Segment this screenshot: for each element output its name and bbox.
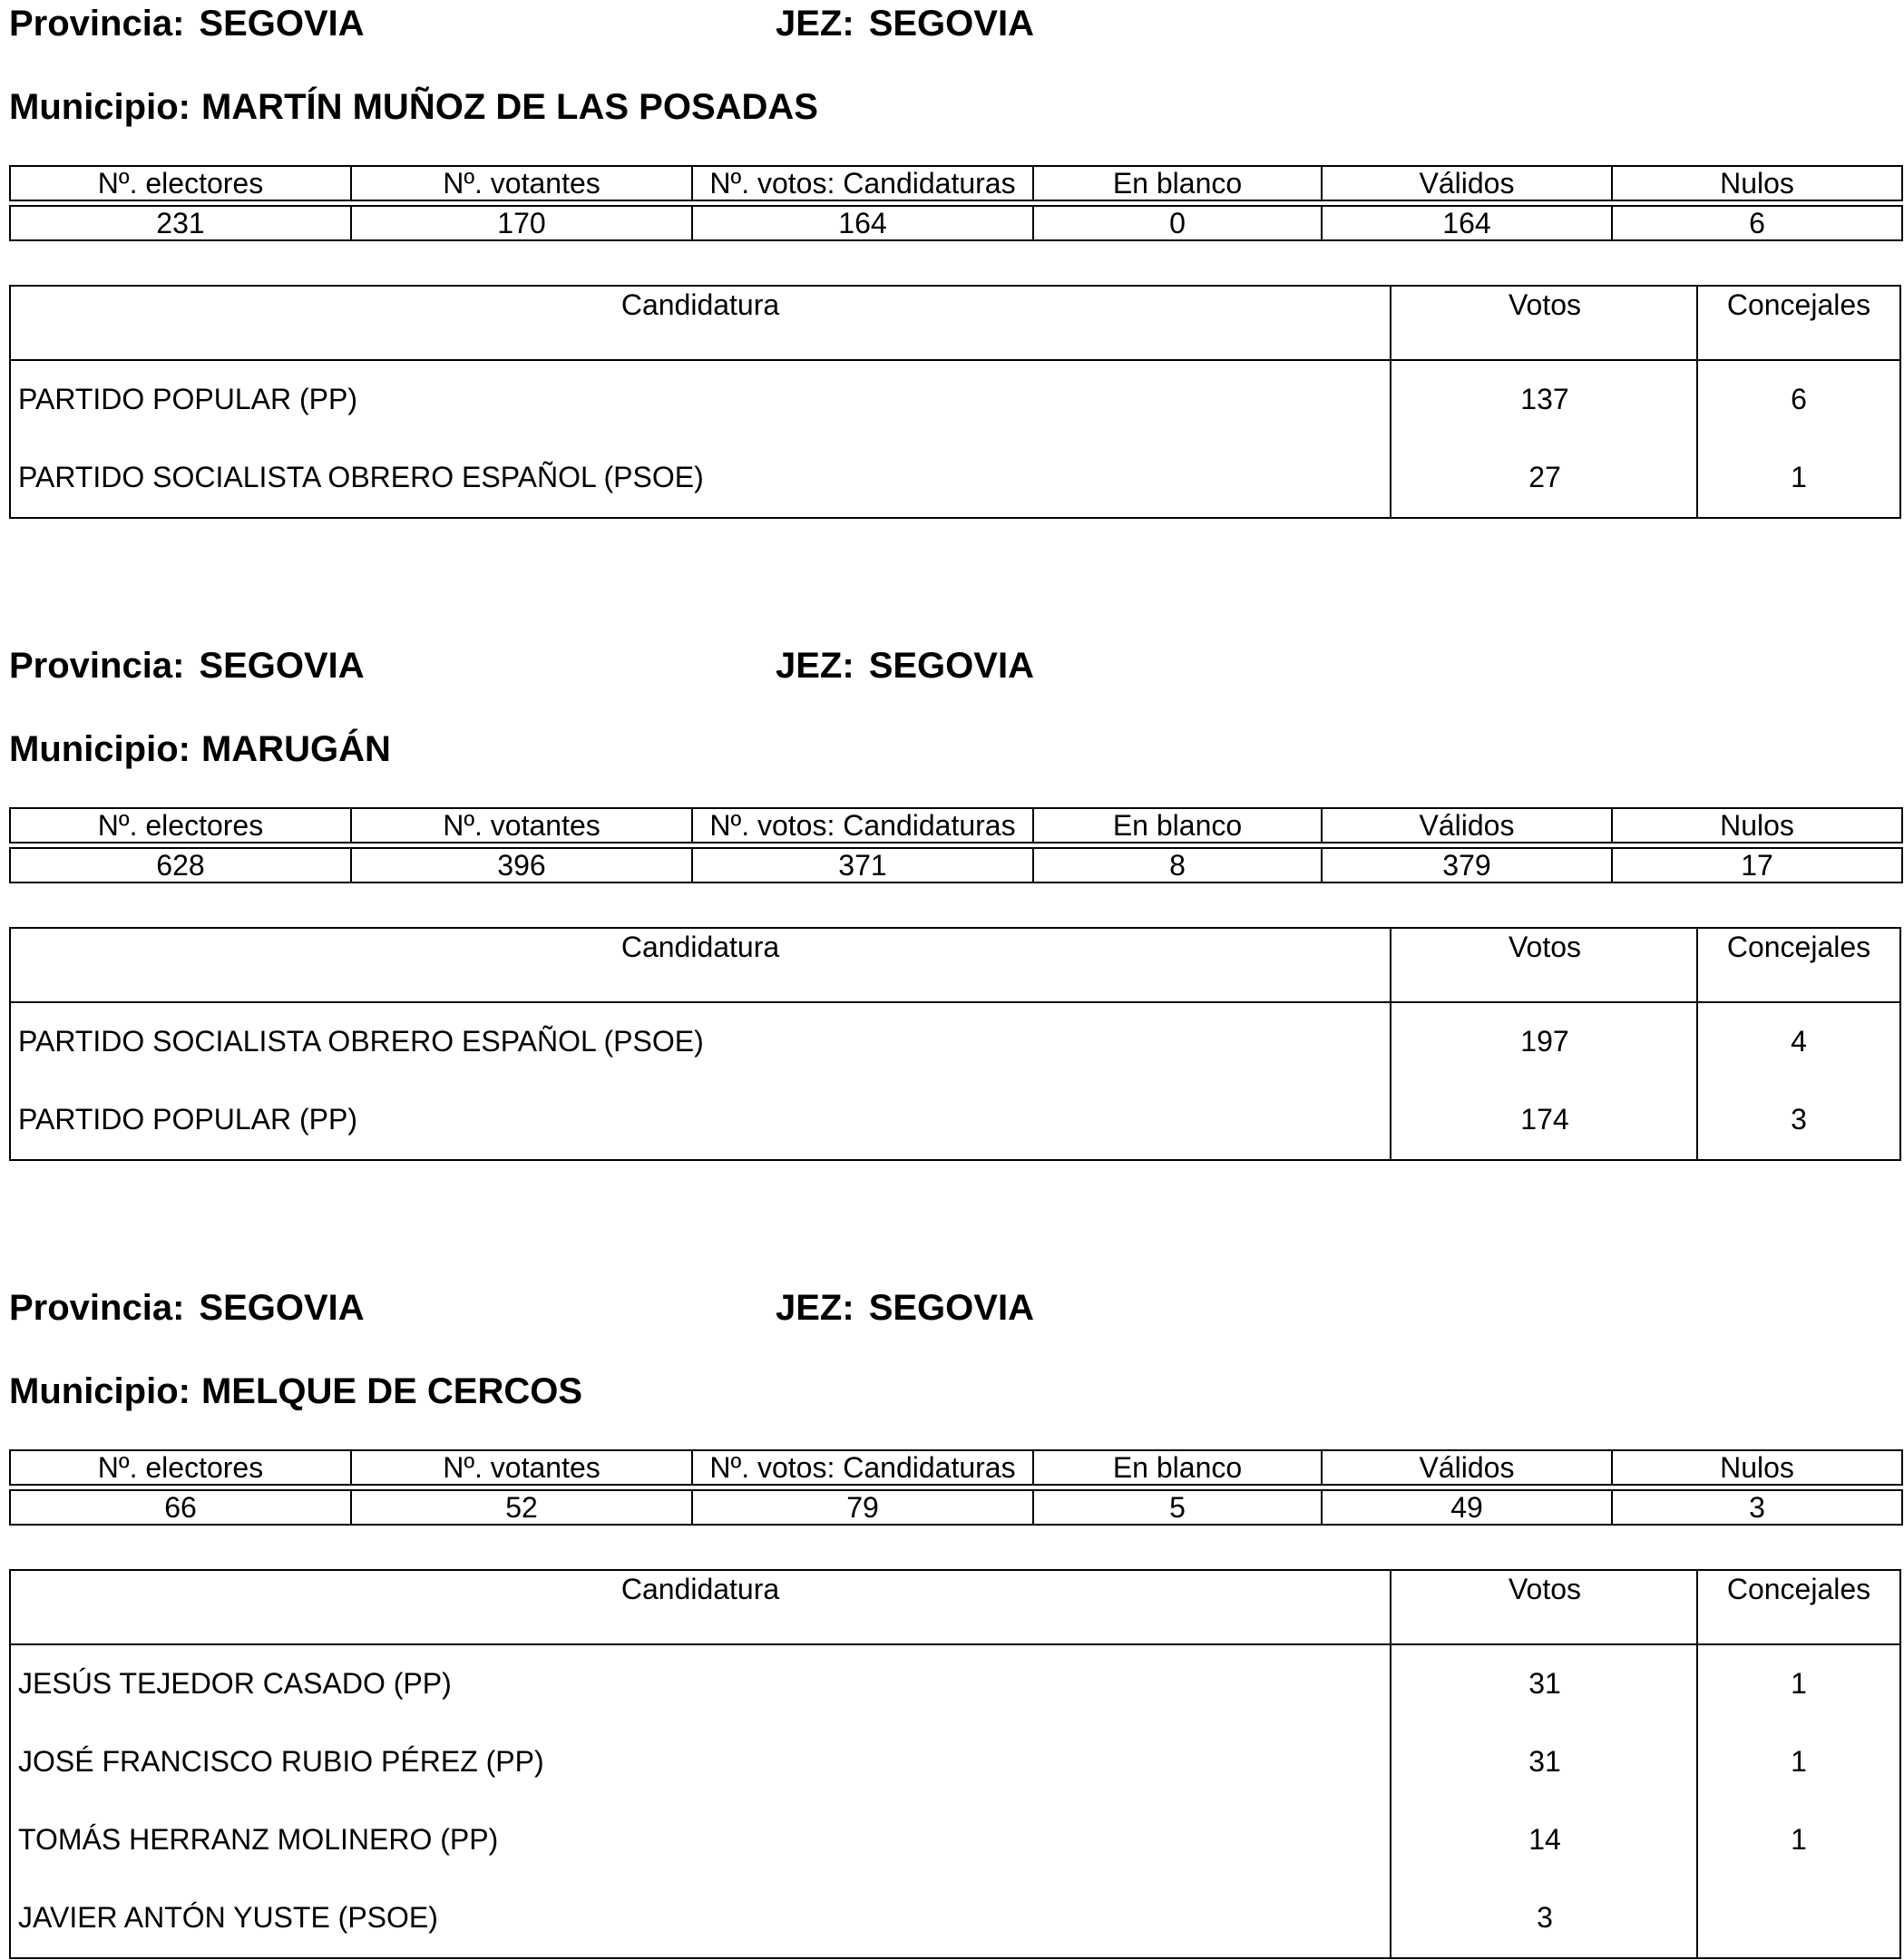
- summary-header-cell: Nulos: [1612, 1450, 1902, 1485]
- candidate-votes: 137: [1520, 383, 1569, 415]
- jez-heading: [776, 2, 1034, 45]
- summary-value-cell: 6: [1612, 206, 1902, 240]
- summary-header-cell: Nulos: [1612, 166, 1902, 200]
- summary-header-cell: Nº. votantes: [351, 1450, 692, 1485]
- summary-table: [9, 807, 1903, 843]
- summary-header-cell: En blanco: [1033, 166, 1322, 200]
- provincia-label: Provincia:: [9, 1288, 185, 1328]
- municipio-value: MARTÍN MUÑOZ DE LAS POSADAS: [200, 87, 818, 127]
- summary-value-cell: 49: [1322, 1490, 1612, 1525]
- jez-heading: [776, 1286, 1034, 1330]
- candidate-votes: 197: [1520, 1025, 1569, 1058]
- jez-heading: [776, 644, 1034, 687]
- summary-table: [9, 1449, 1903, 1486]
- table-row: [11, 1723, 1899, 1801]
- candidate-votes: 174: [1520, 1103, 1569, 1136]
- summary-value-cell: 5: [1033, 1490, 1322, 1525]
- summary-header-cell: Nº. electores: [10, 1450, 351, 1485]
- candidatura-table: [9, 1569, 1901, 1959]
- summary-value-row: [10, 206, 1902, 240]
- candidatura-table: [9, 927, 1901, 1161]
- candidatura-header-row: [11, 287, 1899, 361]
- candidate-name: JOSÉ FRANCISCO RUBIO PÉREZ (PP): [18, 1745, 544, 1778]
- summary-header-row: [10, 1450, 1902, 1485]
- provincia-heading: [9, 1286, 365, 1330]
- provincia-heading: [9, 644, 365, 687]
- table-row: [11, 1003, 1899, 1081]
- summary-header-cell: Nº. electores: [10, 166, 351, 200]
- summary-header-cell: Nº. votos: Candidaturas: [692, 166, 1033, 200]
- table-row: [11, 1081, 1899, 1159]
- municipio-value: MARUGÁN: [200, 729, 391, 769]
- candidatura-table: [9, 285, 1901, 519]
- summary-header-cell: Nº. votantes: [351, 166, 692, 200]
- summary-value-cell: 66: [10, 1490, 351, 1525]
- municipio-heading: [9, 1370, 582, 1413]
- jez-value: SEGOVIA: [868, 1288, 1034, 1328]
- jez-label: JEZ:: [776, 646, 854, 686]
- provincia-value: SEGOVIA: [199, 646, 365, 686]
- candidate-name: PARTIDO SOCIALISTA OBRERO ESPAÑOL (PSOE): [18, 461, 704, 493]
- summary-value-cell: 170: [351, 206, 692, 240]
- municipio-label: Municipio:: [9, 87, 190, 127]
- candidate-name: JAVIER ANTÓN YUSTE (PSOE): [18, 1901, 438, 1934]
- candidate-name: PARTIDO SOCIALISTA OBRERO ESPAÑOL (PSOE): [18, 1025, 704, 1058]
- table-row: [11, 439, 1899, 517]
- summary-value-row: [10, 848, 1902, 882]
- candidate-seats: 1: [1791, 1745, 1807, 1778]
- summary-value-cell: 628: [10, 848, 351, 882]
- candidatura-header: Candidatura: [620, 1573, 780, 1605]
- summary-value-cell: 164: [692, 206, 1033, 240]
- summary-header-cell: Nº. votantes: [351, 808, 692, 843]
- candidate-seats: 6: [1791, 383, 1807, 415]
- candidate-name: PARTIDO POPULAR (PP): [18, 383, 357, 415]
- summary-header-cell: En blanco: [1033, 1450, 1322, 1485]
- jez-label: JEZ:: [776, 1288, 854, 1328]
- jez-value: SEGOVIA: [868, 4, 1034, 44]
- jez-value: SEGOVIA: [868, 646, 1034, 686]
- candidate-name: TOMÁS HERRANZ MOLINERO (PP): [18, 1823, 499, 1856]
- summary-value-cell: 52: [351, 1490, 692, 1525]
- candidatura-header-row: [11, 929, 1899, 1003]
- summary-value-cell: 17: [1612, 848, 1902, 882]
- summary-table: [9, 165, 1903, 201]
- candidate-seats: 1: [1791, 1823, 1807, 1856]
- municipio-label: Municipio:: [9, 1371, 190, 1411]
- candidatura-header: Candidatura: [620, 288, 780, 321]
- provincia-heading: [9, 2, 365, 45]
- candidate-votes: 14: [1528, 1823, 1561, 1856]
- municipio-value: MELQUE DE CERCOS: [200, 1371, 583, 1411]
- summary-value-cell: 79: [692, 1490, 1033, 1525]
- summary-value-cell: 8: [1033, 848, 1322, 882]
- table-row: [11, 361, 1899, 439]
- provincia-value: SEGOVIA: [199, 1288, 365, 1328]
- candidate-seats: 1: [1791, 1667, 1807, 1700]
- candidate-name: JESÚS TEJEDOR CASADO (PP): [18, 1667, 452, 1700]
- summary-value-cell: 164: [1322, 206, 1612, 240]
- summary-value-cell: 396: [351, 848, 692, 882]
- municipio-heading: [9, 85, 818, 129]
- summary-header-cell: Válidos: [1322, 1450, 1612, 1485]
- concejales-header: Concejales: [1726, 288, 1871, 321]
- summary-value-cell: 379: [1322, 848, 1612, 882]
- summary-value-cell: 0: [1033, 206, 1322, 240]
- votos-header: Votos: [1508, 288, 1582, 321]
- provincia-label: Provincia:: [9, 646, 185, 686]
- candidate-seats: 1: [1791, 461, 1807, 493]
- summary-value-row: [10, 1490, 1902, 1525]
- summary-values-table: [9, 205, 1903, 241]
- summary-header-cell: Nº. votos: Candidaturas: [692, 808, 1033, 843]
- summary-values-table: [9, 847, 1903, 883]
- jez-label: JEZ:: [776, 4, 854, 44]
- table-row: [11, 1801, 1899, 1879]
- summary-value-cell: 3: [1612, 1490, 1902, 1525]
- candidate-seats: 3: [1791, 1103, 1807, 1136]
- candidatura-header-row: [11, 1571, 1899, 1645]
- concejales-header: Concejales: [1726, 1573, 1871, 1605]
- summary-header-cell: Nº. electores: [10, 808, 351, 843]
- summary-header-cell: En blanco: [1033, 808, 1322, 843]
- candidate-votes: 31: [1528, 1667, 1561, 1700]
- municipio-label: Municipio:: [9, 729, 190, 769]
- candidatura-header: Candidatura: [620, 931, 780, 963]
- table-row: [11, 1879, 1899, 1957]
- summary-header-cell: Válidos: [1322, 166, 1612, 200]
- summary-header-row: [10, 808, 1902, 843]
- candidate-seats: 4: [1791, 1025, 1807, 1058]
- summary-header-cell: Válidos: [1322, 808, 1612, 843]
- candidate-name: PARTIDO POPULAR (PP): [18, 1103, 357, 1136]
- votos-header: Votos: [1508, 1573, 1582, 1605]
- table-row: [11, 1645, 1899, 1723]
- summary-header-row: [10, 166, 1902, 200]
- candidate-votes: 3: [1537, 1901, 1553, 1934]
- summary-value-cell: 231: [10, 206, 351, 240]
- provincia-label: Provincia:: [9, 4, 185, 44]
- concejales-header: Concejales: [1726, 931, 1871, 963]
- summary-header-cell: Nº. votos: Candidaturas: [692, 1450, 1033, 1485]
- candidate-votes: 27: [1528, 461, 1561, 493]
- municipio-heading: [9, 727, 391, 771]
- candidate-votes: 31: [1528, 1745, 1561, 1778]
- summary-header-cell: Nulos: [1612, 808, 1902, 843]
- summary-values-table: [9, 1489, 1903, 1526]
- votos-header: Votos: [1508, 931, 1582, 963]
- provincia-value: SEGOVIA: [199, 4, 365, 44]
- summary-value-cell: 371: [692, 848, 1033, 882]
